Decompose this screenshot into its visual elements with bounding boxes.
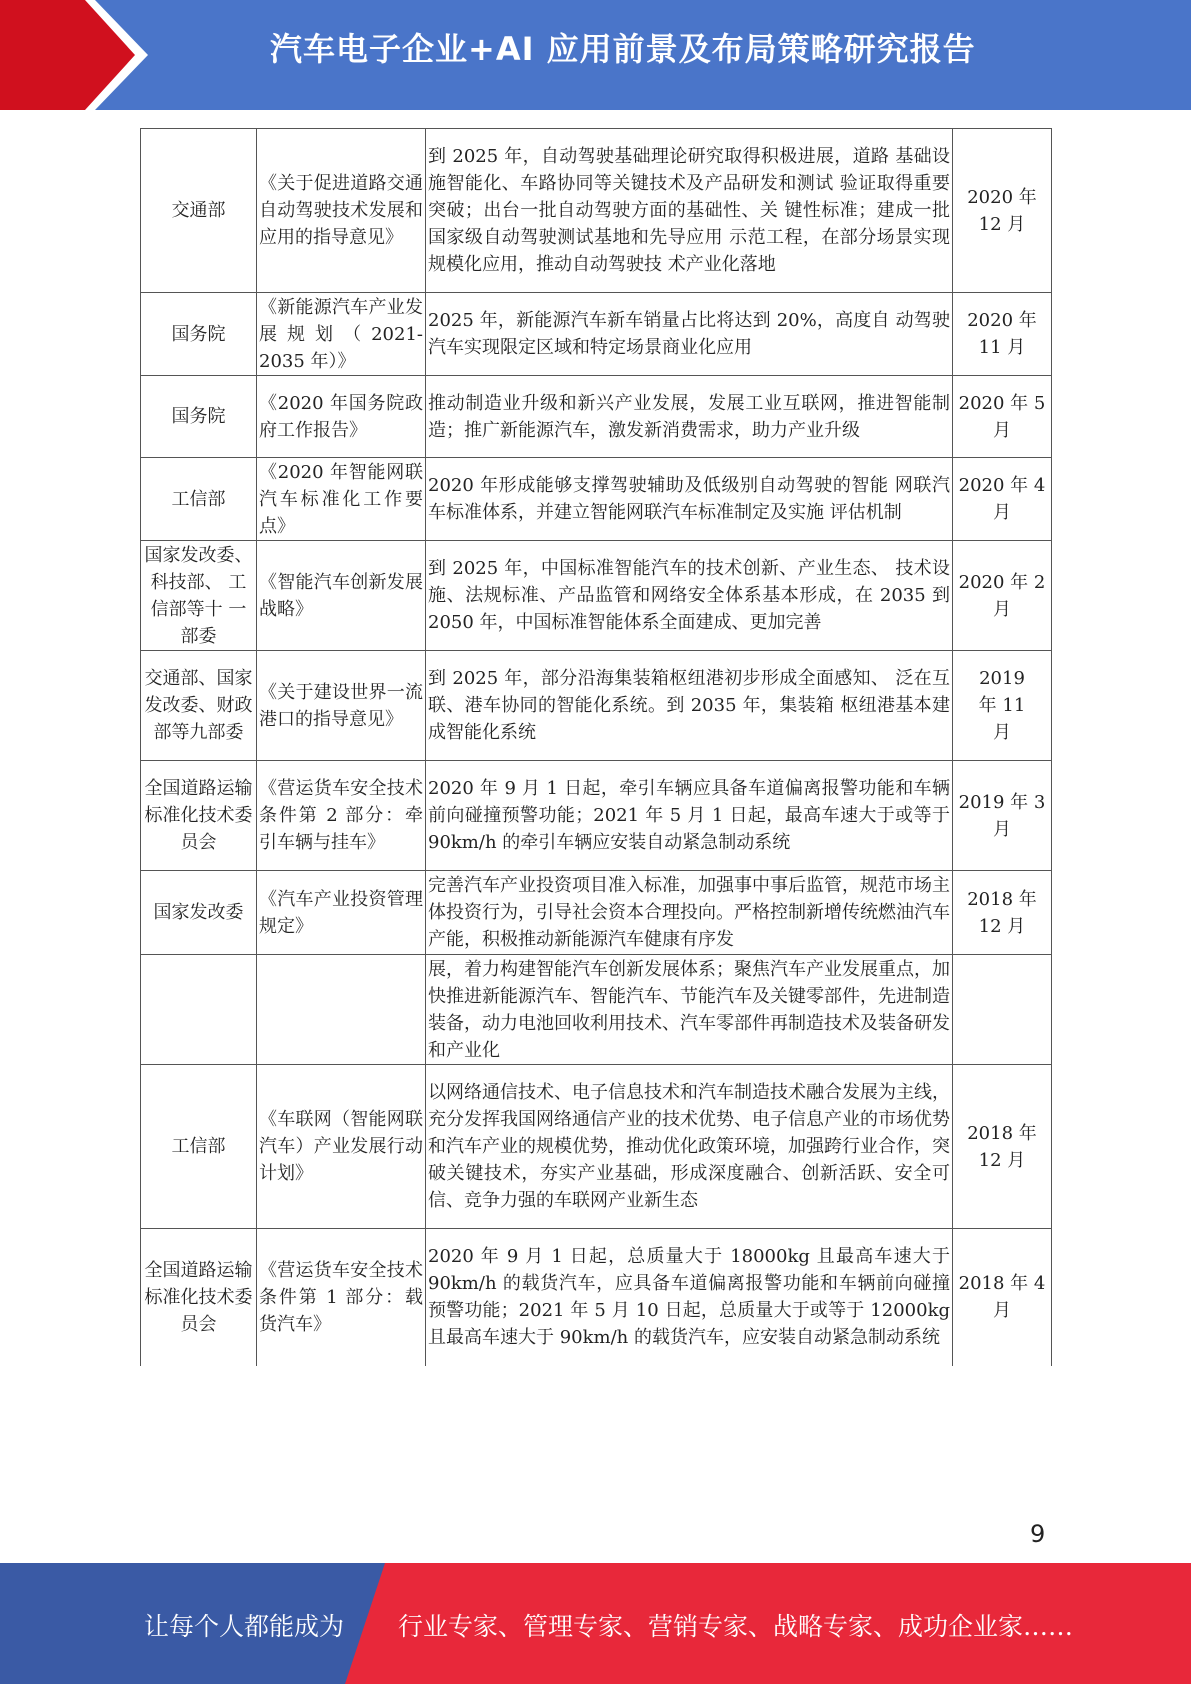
table-cell-department: 工信部 xyxy=(141,458,257,541)
report-title: 汽车电子企业+AI 应用前景及布局策略研究报告 xyxy=(270,30,976,68)
table-row xyxy=(141,129,1052,293)
table-cell-department: 交通部 xyxy=(141,129,257,293)
header-banner xyxy=(0,0,1191,110)
table-cell-content: 完善汽车产业投资项目准入标准，加强事中事后监管，规范市场主体投资行为，引导社会资本合理投向。严格控制新增传统燃油汽车产能，积极推动新能源汽车健康有序发 xyxy=(426,871,953,955)
table-cell-content: 到 2025 年，中国标准智能汽车的技术创新、产业生态、 技术设施、法规标准、产品监管和网络安全体系基本形成，在 2035 到 2050 年，中国标准智能体系全面建成、更加完善 xyxy=(426,541,953,651)
table-cell-department: 交通部、国家发改委、财政部等九部委 xyxy=(141,651,257,761)
table-cell-content: 到 2025 年，部分沿海集装箱枢纽港初步形成全面感知、 泛在互联、港车协同的智能化系统。到 2035 年，集装箱 枢纽港基本建成智能化系统 xyxy=(426,651,953,761)
table-cell-content: 2025 年，新能源汽车新车销量占比将达到 20%，高度自 动驾驶汽车实现限定区域和特定场景商业化应用 xyxy=(426,293,953,376)
table-cell-document xyxy=(257,955,426,1065)
table-cell-document: 《2020 年智能网联汽车标准化工作要点》 xyxy=(257,458,426,541)
table-cell-date: 2018 年 12 月 xyxy=(967,1122,1037,1171)
table-cell-date: 2020 年 12 月 xyxy=(967,186,1037,235)
table-row xyxy=(141,458,1052,541)
table-cell-department: 国家发改委、科技部、 工信部等十 一部委 xyxy=(141,541,257,651)
table-cell-document: 《关于促进道路交通自动驾驶技术发展和应用的指导意见》 xyxy=(257,129,426,293)
table-cell-date: 2018 年 12 月 xyxy=(967,888,1037,937)
table-cell-date: 2019 年 3 月 xyxy=(958,791,1046,840)
table-cell-document: 《智能汽车创新发展战略》 xyxy=(257,541,426,651)
table-cell-content: 2020 年 9 月 1 日起，牵引车辆应具备车道偏离报警功能和车辆前向碰撞预警功能；2021 年 5 月 1 日起，最高车速大于或等于 90km/h 的牵引车辆应安装自动紧急制动系统 xyxy=(426,761,953,871)
table-cell-date: 2019 年 11 月 xyxy=(978,668,1026,743)
table-cell-content: 到 2025 年，自动驾驶基础理论研究取得积极进展，道路 基础设施智能化、车路协同等关键技术及产品研发和测试 验证取得重要突破；出台一批自动驾驶方面的基础性、关 键性标准；建成一批国家级自动驾驶测试基地和先导应用 示范工程，在部分场景实现规模化应用，推动自动驾驶技 术产业化落地 xyxy=(426,129,953,293)
table-cell-date: 2018 年 4 月 xyxy=(958,1273,1046,1322)
table-row xyxy=(141,651,1052,761)
table-cell-department: 全国道路运输标准化技术委员会 xyxy=(141,761,257,871)
header-arrow-decoration xyxy=(0,0,150,110)
table-cell-content: 2020 年 9 月 1 日起，总质量大于 18000kg 且最高车速大于 90km/h 的载货汽车，应具备车道偏离报警功能和车辆前向碰撞预警功能；2021 年 5 月 10 日起，总质量大于或等于 12000kg 且最高车速大于 90km/h 的载货汽车，应安装自动紧急制动系统 xyxy=(426,1229,953,1366)
table-cell-content: 2020 年形成能够支撑驾驶辅助及低级别自动驾驶的智能 网联汽车标准体系，并建立智能网联汽车标准制定及实施 评估机制 xyxy=(426,458,953,541)
table-cell-department: 国家发改委 xyxy=(141,871,257,955)
table-cell-document: 《2020 年国务院政府工作报告》 xyxy=(257,376,426,458)
table-cell-department xyxy=(141,955,257,1065)
table-row xyxy=(141,293,1052,376)
table-cell-document: 《车联网（智能网联汽车）产业发展行动计划》 xyxy=(257,1065,426,1229)
table-row xyxy=(141,1065,1052,1229)
table-row xyxy=(141,871,1052,955)
table-cell-date: 2020 年 4 月 xyxy=(958,475,1046,523)
table-cell-document: 《营运货车安全技术条件第 1 部分：载货汽车》 xyxy=(257,1229,426,1366)
table-cell-date: 2020 年 2 月 xyxy=(958,571,1046,620)
footer-banner xyxy=(0,1563,1191,1684)
table-row xyxy=(141,761,1052,871)
table-row xyxy=(141,1229,1052,1366)
table-row xyxy=(141,376,1052,458)
table-cell-department: 工信部 xyxy=(141,1065,257,1229)
table-row xyxy=(141,955,1052,1065)
page-number: 9 xyxy=(1030,1520,1046,1548)
table-cell-department: 全国道路运输标准化技术委员会 xyxy=(141,1229,257,1366)
footer-slogan-left: 让每个人都能成为 xyxy=(144,1612,345,1641)
table-cell-content: 以网络通信技术、电子信息技术和汽车制造技术融合发展为主线，充分发挥我国网络通信产业的技术优势、电子信息产业的市场优势和汽车产业的规模优势，推动优化政策环境，加强跨行业合作，突破关键技术，夯实产业基础，形成深度融合、创新活跃、安全可信、竞争力强的车联网产业新生态 xyxy=(426,1065,953,1229)
policy-table xyxy=(140,128,1052,1366)
table-cell-document: 《汽车产业投资管理规定》 xyxy=(257,871,426,955)
table-cell-document: 《营运货车安全技术条件第 2 部分：牵引车辆与挂车》 xyxy=(257,761,426,871)
table-cell-date: 2020 年 11 月 xyxy=(967,310,1037,358)
table-row xyxy=(141,541,1052,651)
footer-slogan-right: 行业专家、管理专家、营销专家、战略专家、成功企业家…… xyxy=(398,1612,1074,1641)
table-cell-content: 推动制造业升级和新兴产业发展，发展工业互联网，推进智能制造；推广新能源汽车，激发新消费需求，助力产业升级 xyxy=(426,376,953,458)
table-cell-department: 国务院 xyxy=(141,293,257,376)
table-cell-content: 展，着力构建智能汽车创新发展体系；聚焦汽车产业发展重点，加快推进新能源汽车、智能汽车、节能汽车及关键零部件，先进制造装备，动力电池回收利用技术、汽车零部件再制造技术及装备研发和产业化 xyxy=(426,955,953,1065)
table-cell-document: 《新能源汽车产业发展规划（2021-2035 年）》 xyxy=(257,293,426,376)
table-cell-date: 2020 年 5 月 xyxy=(958,392,1046,441)
table-cell-document: 《关于建设世界一流港口的指导意见》 xyxy=(257,651,426,761)
table-cell-department: 国务院 xyxy=(141,376,257,458)
